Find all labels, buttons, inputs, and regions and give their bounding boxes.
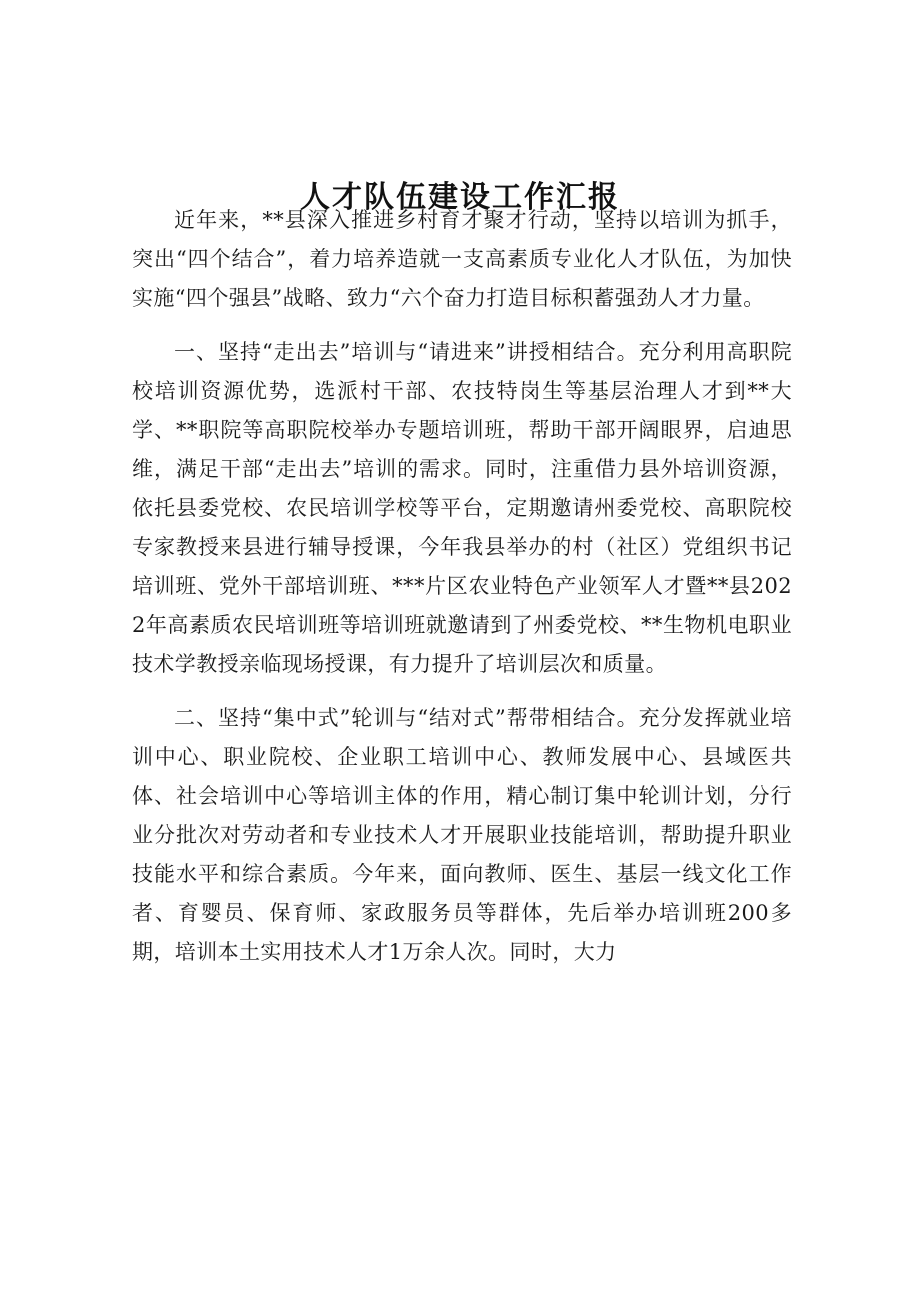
paragraph-section-one: 一、坚持“走出去”培训与“请进来”讲授相结合。充分利用高职院校培训资源优势，选派村干部、农技特岗生等基层治理人才到**大学、**职院等高职院校举办专题培训班，帮助干部开阔眼界，启迪思维，满足干部“走出去”培训的需求。同时，注重借力县外培训资源，依托县委党校、农民培训学校等平台，定期邀请州委党校、高职院校专家教授来县进行辅导授课，今年我县举办的村（社区）党组织书记培训班、党外干部培训班、***片区农业特色产业领军人才暨**县2022年高素质农民培训班等培训班就邀请到了州委党校、**生物机电职业技术学教授亲临现场授课，有力提升了培训层次和质量。 xyxy=(132,340,792,676)
document-body xyxy=(132,201,792,972)
paragraph-intro: 近年来，**县深入推进乡村育才聚才行动，坚持以培训为抓手，突出“四个结合”，着力培养造就一支高素质专业化人才队伍，为加快实施“四个强县”战略、致力“六个奋力打造目标积蓄强劲人才力量。 xyxy=(132,208,792,310)
paragraph-section-two: 二、坚持“集中式”轮训与“结对式”帮带相结合。充分发挥就业培训中心、职业院校、企业职工培训中心、教师发展中心、县域医共体、社会培训中心等培训主体的作用，精心制订集中轮训计划，分行业分批次对劳动者和专业技术人才开展职业技能培训，帮助提升职业技能水平和综合素质。今年来，面向教师、医生、基层一线文化工作者、育婴员、保育师、家政服务员等群体，先后举办培训班200多期，培训本土实用技术人才1万余人次。同时，大力 xyxy=(132,706,792,964)
document-title: 人才队伍建设工作汇报 xyxy=(300,180,620,216)
